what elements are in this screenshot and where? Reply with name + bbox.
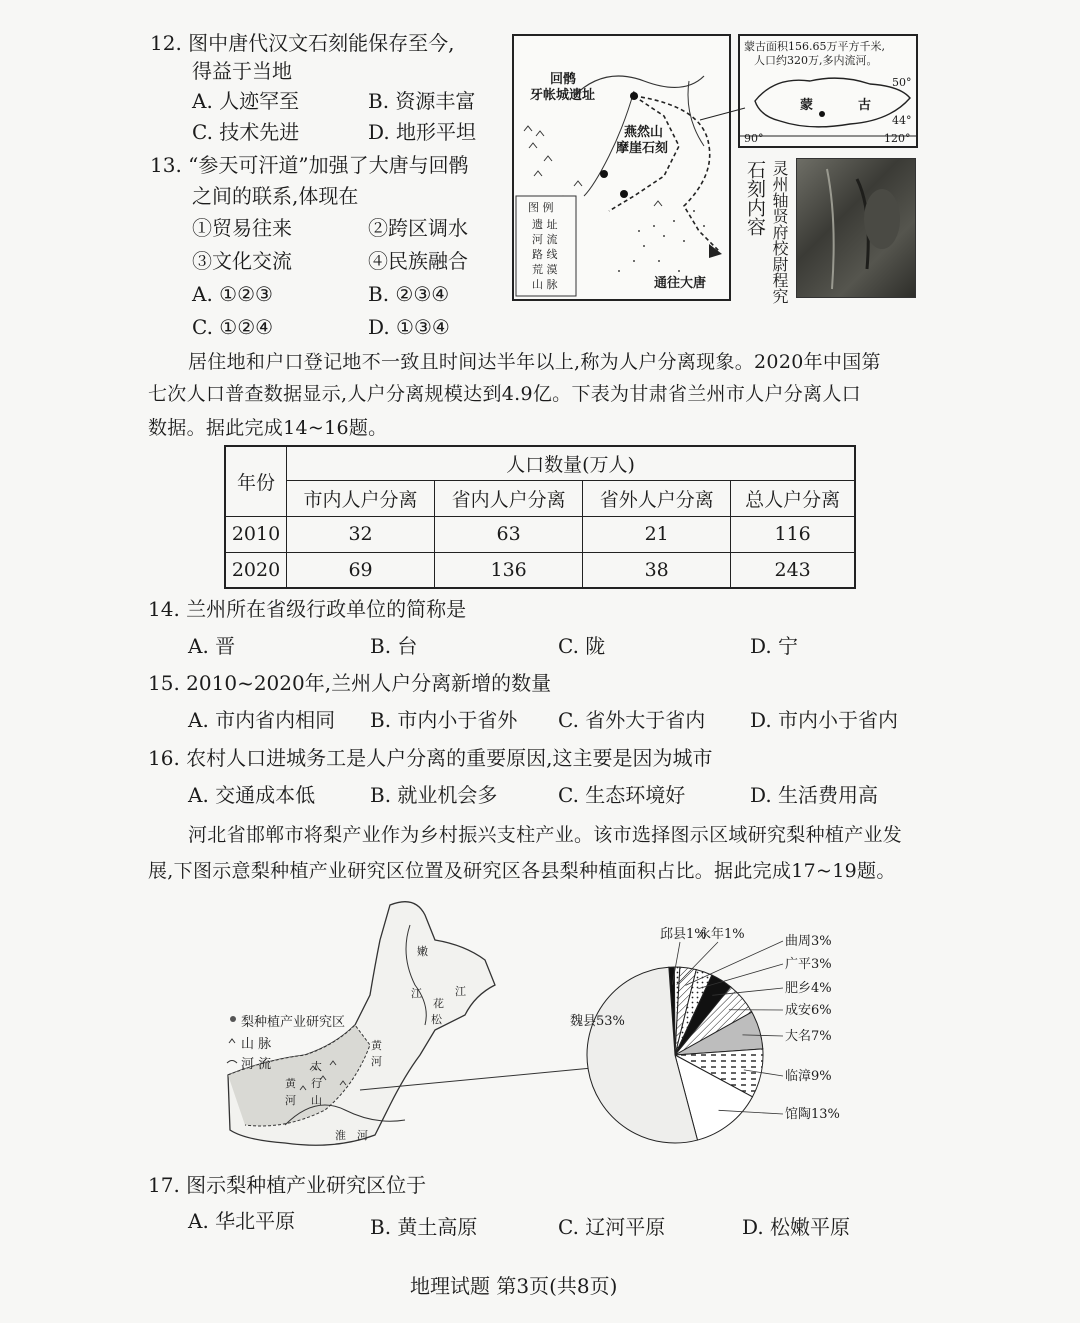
- cell: 32: [287, 516, 435, 552]
- map-label: 江: [455, 985, 466, 998]
- legend-route: 路 线: [532, 248, 558, 261]
- map-label: 太: [311, 1060, 322, 1073]
- inset-country-char1: 蒙: [800, 98, 814, 113]
- q13-option-a: A. ①②③: [192, 282, 273, 306]
- passage1-line3: 数据。据此完成14~16题。: [148, 417, 388, 439]
- q13-item-2: ②跨区调水: [368, 216, 468, 240]
- map-label: 花: [433, 997, 444, 1010]
- map-label: 淮: [335, 1129, 346, 1142]
- cell: 21: [583, 516, 731, 552]
- cell: 136: [435, 552, 583, 588]
- map-label: 黄: [371, 1039, 382, 1052]
- map-label: 河: [371, 1055, 382, 1068]
- map-label: 松: [431, 1013, 442, 1026]
- group-header: 人口数量(万人): [287, 446, 856, 480]
- table-row: [225, 552, 855, 588]
- q17-option-b: B. 黄土高原: [370, 1215, 478, 1239]
- inset-text-line2: 人口约320万,多内流河。: [754, 54, 878, 67]
- q17-option-c: C. 辽河平原: [558, 1215, 666, 1239]
- pie-label-5: 成安6%: [785, 1003, 832, 1018]
- q15-option-a: A. 市内省内相同: [188, 708, 336, 732]
- map-label: 嫩: [417, 945, 428, 958]
- photo-caption: 石刻内容: [744, 160, 766, 236]
- col-header-total: 总人户分离: [731, 480, 855, 516]
- legend-mountain: 山 脉: [532, 278, 558, 291]
- map-label: 河: [285, 1094, 296, 1107]
- table-row: [225, 516, 855, 552]
- q14-option-a: A. 晋: [188, 634, 236, 658]
- passage2-line1: 河北省邯郸市将梨产业作为乡村振兴支柱产业。该市选择图示区域研究梨种植产业发: [188, 824, 903, 846]
- q13-item-3: ③文化交流: [192, 249, 292, 273]
- pie-label-2: 曲周3%: [785, 934, 832, 949]
- inset-country-char2: 古: [858, 98, 872, 113]
- map-label: 黄: [285, 1077, 296, 1090]
- mongolia-inset-map: [738, 34, 918, 148]
- passage2-line2: 展,下图示意梨种植产业研究区位置及研究区各县梨种植面积占比。据此完成17~19题。: [148, 860, 896, 882]
- cell: 63: [435, 516, 583, 552]
- pie-leader-2: [686, 941, 783, 985]
- pie-label-4: 肥乡4%: [785, 981, 832, 996]
- research-area-map: [225, 895, 585, 1165]
- map-pie-connector: [360, 1040, 595, 1100]
- q12-stem-line1: 12. 图中唐代汉文石刻能保存至今,: [150, 31, 455, 55]
- year-header: 年份: [225, 446, 287, 516]
- lat-44-label: 44°: [892, 114, 912, 127]
- stone-texture: [797, 159, 915, 297]
- q12-option-a: A. 人迹罕至: [192, 89, 300, 113]
- to-tang-label: 通往大唐: [654, 276, 707, 291]
- photo-inscription: 灵州轴贤府校尉程究: [770, 160, 789, 304]
- q13-item-1: ①贸易往来: [192, 216, 292, 240]
- map-label: 江: [411, 987, 422, 1000]
- pie-label-6: 大名7%: [785, 1029, 832, 1044]
- map-label: 行: [311, 1077, 322, 1090]
- pie-label-7: 临漳9%: [785, 1069, 832, 1084]
- q12-option-d: D. 地形平坦: [368, 120, 477, 144]
- research-map-drawing: [225, 895, 585, 1165]
- q12-option-b: B. 资源丰富: [368, 89, 476, 113]
- q13-option-b: B. ②③④: [368, 282, 450, 306]
- row-year: 2010: [225, 516, 287, 552]
- pie-label-0: 邱县1%: [660, 927, 707, 942]
- q13-option-d: D. ①③④: [368, 315, 450, 339]
- q16-option-d: D. 生活费用高: [750, 783, 879, 807]
- q17-option-d: D. 松嫩平原: [742, 1215, 851, 1239]
- row-year: 2020: [225, 552, 287, 588]
- q13-option-c: C. ①②④: [192, 315, 274, 339]
- cell: 243: [731, 552, 855, 588]
- legend-title: 图 例: [528, 201, 554, 214]
- site1-label-line1: 回鹘: [550, 72, 577, 87]
- site1-label-line2: 牙帐城遗址: [530, 88, 596, 103]
- lat-50-label: 50°: [892, 76, 912, 89]
- q16-stem: 16. 农村人口进城务工是人户分离的重要原因,这主要是因为城市: [148, 746, 713, 770]
- legend-research-area: 梨种植产业研究区: [241, 1015, 346, 1030]
- pie-label-1: 永年1%: [698, 927, 745, 942]
- col-header-outside: 省外人户分离: [583, 480, 731, 516]
- cell: 69: [287, 552, 435, 588]
- q13-stem-line1: 13. “参天可汗道”加强了大唐与回鹘: [150, 153, 469, 177]
- inset-connector: [700, 100, 745, 130]
- col-header-province: 省内人户分离: [435, 480, 583, 516]
- q13-item-4: ④民族融合: [368, 249, 468, 273]
- col-header-city: 市内人户分离: [287, 480, 435, 516]
- lon-120-label: 120°: [884, 132, 911, 145]
- q12-stem-line2: 得益于当地: [192, 59, 292, 83]
- legend-river: 河 流: [241, 1057, 272, 1072]
- q14-option-b: B. 台: [370, 634, 418, 658]
- passage1-line2: 七次人口普查数据显示,人户分离规模达到4.9亿。下表为甘肃省兰州市人户分离人口: [148, 383, 861, 405]
- legend-desert: 荒 漠: [532, 263, 558, 276]
- pie-label-9: 魏县53%: [570, 1014, 625, 1029]
- passage1-line1: 居住地和户口登记地不一致且时间达半年以上,称为人户分离现象。2020年中国第: [188, 351, 881, 373]
- legend-site: 遗 址: [532, 218, 558, 231]
- site2-label-line2: 摩崖石刻: [616, 141, 669, 156]
- q16-option-b: B. 就业机会多: [370, 783, 498, 807]
- q15-option-c: C. 省外大于省内: [558, 708, 706, 732]
- stone-inscription-photo: [796, 158, 916, 298]
- q15-stem: 15. 2010~2020年,兰州人户分离新增的数量: [148, 671, 552, 695]
- lon-90-label: 90°: [744, 132, 764, 145]
- legend-mountain: 山 脉: [241, 1037, 272, 1052]
- q16-option-a: A. 交通成本低: [188, 783, 316, 807]
- q15-option-d: D. 市内小于省内: [750, 708, 899, 732]
- q13-stem-line2: 之间的联系,体现在: [192, 184, 359, 208]
- cell: 38: [583, 552, 731, 588]
- q12-option-c: C. 技术先进: [192, 120, 300, 144]
- q14-stem: 14. 兰州所在省级行政单位的简称是: [148, 597, 467, 621]
- inset-text-line1: 蒙古面积156.65万平方千米,: [744, 40, 885, 53]
- legend-river: 河 流: [532, 233, 558, 246]
- site2-label-line1: 燕然山: [624, 125, 664, 140]
- page-footer: 地理试题 第3页(共8页): [410, 1274, 618, 1298]
- pear-area-pie-chart: [570, 920, 880, 1160]
- pie-label-3: 广平3%: [785, 957, 832, 972]
- map-label: 山: [311, 1094, 322, 1107]
- route-map: [512, 34, 731, 301]
- q17-option-a: A. 华北平原: [188, 1209, 296, 1233]
- map-label: 河: [357, 1129, 368, 1142]
- pie-label-8: 馆陶13%: [785, 1107, 840, 1122]
- q14-option-c: C. 陇: [558, 634, 606, 658]
- q14-option-d: D. 宁: [750, 634, 799, 658]
- q16-option-c: C. 生态环境好: [558, 783, 686, 807]
- population-table: [224, 445, 856, 589]
- q17-stem: 17. 图示梨种植产业研究区位于: [148, 1173, 427, 1197]
- q15-option-b: B. 市内小于省外: [370, 708, 518, 732]
- cell: 116: [731, 516, 855, 552]
